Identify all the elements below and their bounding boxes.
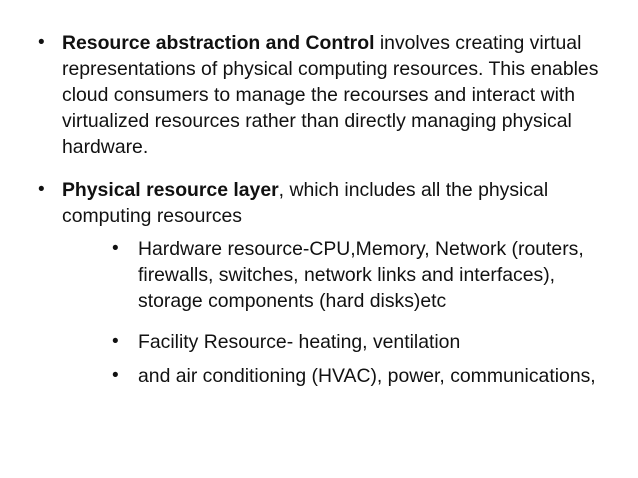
bullet-icon: • <box>112 365 119 386</box>
bullet-icon: • <box>38 179 45 200</box>
sub-bullet-facility-resource <box>112 329 612 355</box>
bullet-icon: • <box>112 238 119 259</box>
sub-bullet-text: Hardware resource-CPU,Memory, Network (routers, firewalls, switches, network links and interfaces), storage components (hard disks)etc <box>138 238 584 312</box>
bullet-item-physical-resource-layer <box>38 177 618 229</box>
bullet-icon: • <box>112 331 119 352</box>
sub-bullet-hardware-resource <box>112 236 612 314</box>
bullet-text: involves creating virtual representations of physical computing resources. This enables cloud consumers to manage the recourses and interact with virtualized resources rather than directly managing physical hardware. <box>62 32 599 158</box>
bullet-icon: • <box>38 32 45 53</box>
sub-bullet-text: and air conditioning (HVAC), power, communications, <box>138 365 596 387</box>
sub-bullet-text: Facility Resource- heating, ventilation <box>138 331 461 353</box>
bullet-heading: Physical resource layer <box>62 179 279 201</box>
bullet-item-resource-abstraction <box>38 30 618 160</box>
bullet-heading: Resource abstraction and Control <box>62 32 375 54</box>
bullet-text: , which includes all the physical computing resources <box>62 179 549 227</box>
sub-bullet-hvac <box>112 363 612 389</box>
